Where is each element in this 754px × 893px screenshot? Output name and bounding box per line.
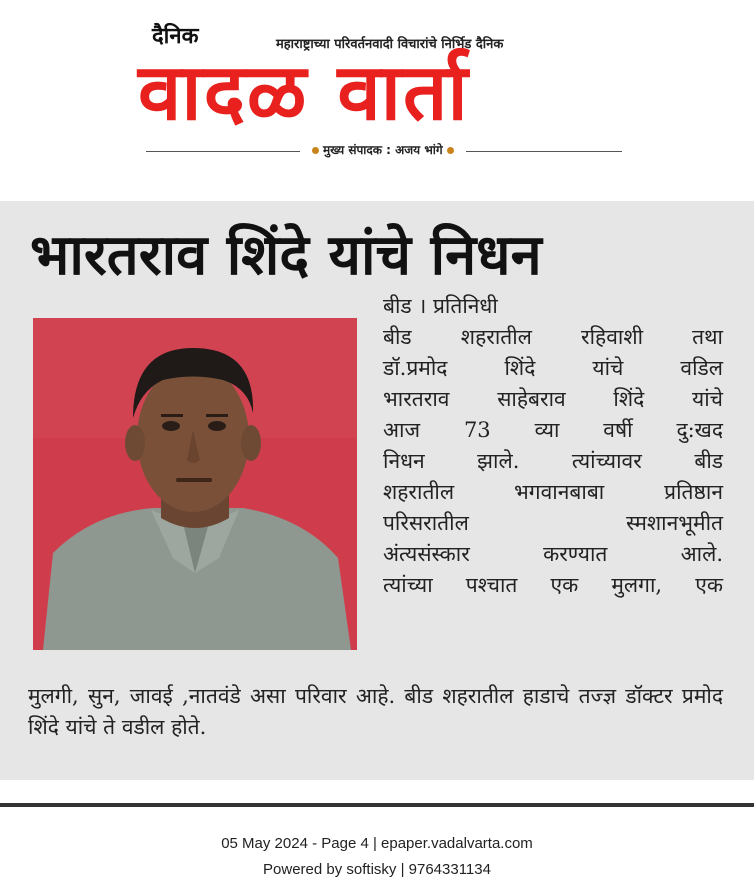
article-line: डॉ.प्रमोद शिंदे यांचे वडिल — [383, 356, 723, 380]
footer-page-info: 05 May 2024 - Page 4 | epaper.vadalvarta.com — [221, 835, 533, 852]
article-paragraph: मुलगी, सुन, जावई ,नातवंडे असा परिवार आहे. बीड शहरातील हाडाचे तज्ज्ञ डॉक्टर प्रमोद शिंदे यांचे ते वडील होते. — [28, 684, 723, 739]
bullet-icon — [447, 147, 454, 154]
article-line: आज 73 व्या वर्षी दु:खद — [383, 418, 723, 442]
article-full-width-text — [28, 681, 723, 743]
footer-divider — [0, 803, 754, 807]
newspaper-logo: वादळ वार्ता — [138, 48, 470, 138]
article-right-column — [383, 291, 723, 601]
article-headline: भारतराव शिंदे यांचे निधन — [30, 223, 542, 288]
footer-credit: Powered by softisky | 9764331134 — [263, 861, 491, 878]
article-dateline: बीड । प्रतिनिधी — [383, 294, 498, 318]
masthead — [0, 0, 754, 190]
article-line: बीड शहरातील रहिवाशी तथा — [383, 325, 723, 349]
bullet-icon — [312, 147, 319, 154]
article-line: भारतराव साहेबराव शिंदे यांचे — [383, 387, 723, 411]
article-panel — [0, 201, 754, 780]
portrait-photo — [33, 318, 357, 650]
article-line: त्यांच्या पश्चात एक मुलगा, एक — [383, 573, 723, 597]
masthead-daily: दैनिक — [152, 24, 199, 49]
portrait-illustration — [33, 318, 357, 650]
masthead-tagline: महाराष्ट्राच्या परिवर्तनवादी विचारांचे निर्भिड दैनिक — [276, 37, 504, 52]
article-line: शहरातील भगवानबाबा प्रतिष्ठान — [383, 480, 723, 504]
article-line: अंत्यसंस्कार करण्यात आले. — [383, 542, 723, 566]
article-line: परिसरातील स्मशानभूमीत — [383, 511, 723, 535]
editor-credit-text: मुख्य संपादक : अजय भांगे — [323, 143, 443, 157]
article-line: निधन झाले. त्यांच्यावर बीड — [383, 449, 723, 473]
editor-credit — [300, 141, 466, 158]
